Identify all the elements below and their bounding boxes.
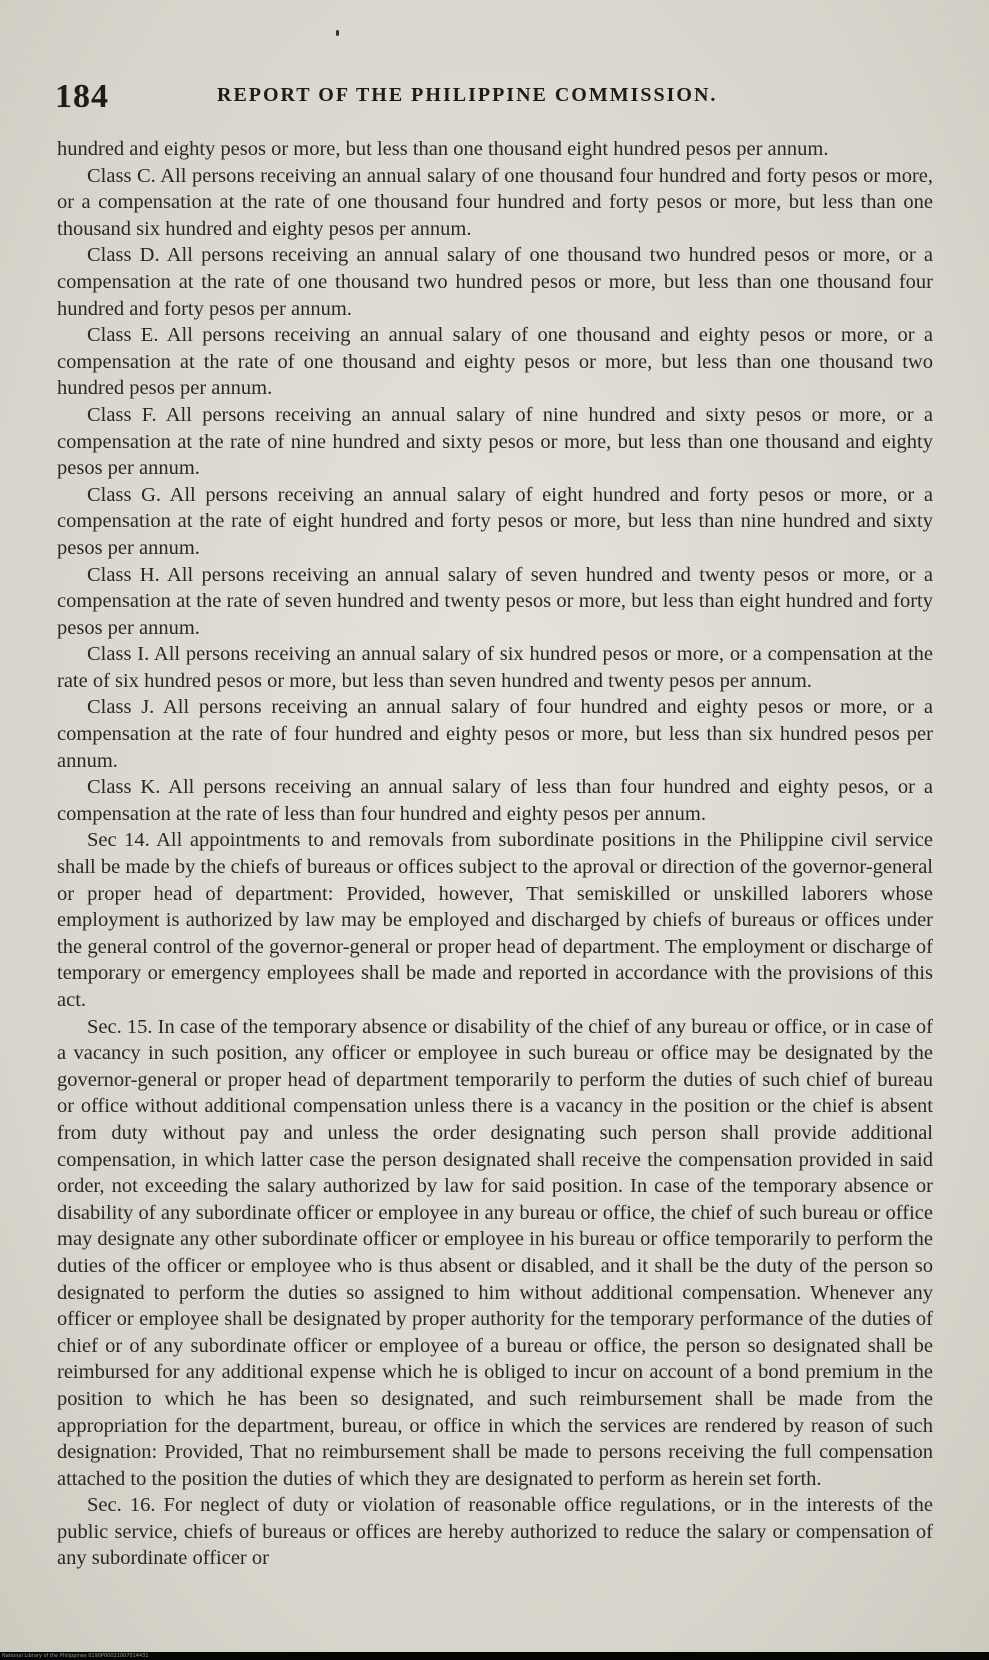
running-head: REPORT OF THE PHILIPPINE COMMISSION. <box>217 84 718 106</box>
page-header <box>55 78 935 118</box>
ink-speck <box>336 30 339 36</box>
page-number: 184 <box>55 78 109 115</box>
paragraph-continuation: hundred and eighty pesos or more, but less than one thousand eight hundred pesos per annum. <box>57 138 829 160</box>
paragraph-class-j: Class J. All persons receiving an annual salary of four hundred and eighty pesos or more, or a compensation at the rate of four hundred and eighty pesos or more, but less than six hundred pesos per annum. <box>57 696 933 772</box>
paragraph-class-c: Class C. All persons receiving an annual salary of one thousand four hundred and forty pesos or more, or a compensation at the rate of one thousand four hundred and forty pesos or more, but less than one thousand six hundred and eighty pesos per annum. <box>57 164 933 240</box>
body-text <box>57 136 933 1572</box>
paragraph-sec-14: Sec 14. All appointments to and removals from subordinate positions in the Philippine civil service shall be made by the chiefs of bureaus or offices subject to the aproval or direction of the governor-general or proper head of department: Provided, however, That semiskilled or unskilled laborers whose employment is authorized by law may be employed and discharged by chiefs of bureaus or offices under the general control of the governor-general or proper head of department. The employment or discharge of temporary or emergency employees shall be made and reported in accordance with the provisions of this act. <box>57 829 933 1011</box>
paragraph-class-i: Class I. All persons receiving an annual salary of six hundred pesos or more, or a compensation at the rate of six hundred pesos or more, but less than seven hundred and twenty pesos per annum. <box>57 643 933 692</box>
paragraph-sec-16: Sec. 16. For neglect of duty or violation of reasonable office regulations, or in the interests of the public service, chiefs of bureaus or offices are hereby authorized to reduce the salary or compensation of any subordinate officer or <box>57 1494 933 1570</box>
paragraph-class-e: Class E. All persons receiving an annual salary of one thousand and eighty pesos or more, or a compensation at the rate of one thousand and eighty pesos or more, but less than one thousand two hundred pesos per annum. <box>57 324 933 400</box>
scan-footer: National Library of the Philippines 0190P00021007014431 <box>2 1653 149 1659</box>
paragraph-class-f: Class F. All persons receiving an annual salary of nine hundred and sixty pesos or more, or a compensation at the rate of nine hundred and sixty pesos or more, but less than one thousand and eighty pesos per annum. <box>57 403 933 480</box>
paragraph-class-k: Class K. All persons receiving an annual salary of less than four hundred and eighty pesos, or a compensation at the rate of less than four hundred and eighty pesos per annum. <box>57 776 933 825</box>
paragraph-class-d: Class D. All persons receiving an annual salary of one thousand two hundred pesos or more, or a compensation at the rate of one thousand two hundred pesos or more, but less than one thousand four hundred and forty pesos per annum. <box>57 244 933 320</box>
paragraph-class-g: Class G. All persons receiving an annual salary of eight hundred and forty pesos or more, or a compensation at the rate of eight hundred and forty pesos or more, but less than nine hundred and sixty pesos per annum. <box>57 483 933 559</box>
paragraph-class-h: Class H. All persons receiving an annual salary of seven hundred and twenty pesos or more, or a compensation at the rate of seven hundred and twenty pesos or more, but less than eight hundred and forty pesos per annum. <box>57 563 933 639</box>
paragraph-sec-15: Sec. 15. In case of the temporary absence or disability of the chief of any bureau or office, or in case of a vacancy in such position, any officer or employee in such bureau or office may be designated by the governor-general or proper head of department temporarily to perform the duties of such chief of bureau or office without additional compensation unless there is a vacancy in the position or the chief is absent from duty without pay and unless the order designating such person shall provide additional compensation, in which latter case the person designated shall receive the compensation provided in said order, not exceeding the salary authorized by law for said position. In case of the temporary absence or disability of any subordinate officer or employee in any bureau or office, the chief of such bureau or office may designate any other subordinate officer or employee in his bureau or office temporarily to perform the duties of the officer or employee who is thus absent or disabled, and it shall be the duty of the person so designated to perform the duties so assigned to him without additional compensation. Whenever any officer or employee shall be designated by proper authority for the temporary performance of the duties of chief or of any subordinate officer or employee of a bureau or office, the person so designated shall be reimbursed for any additional expense which he is obliged to incur on account of a bond premium in the position to which he has been so designated, and such reimbursement shall be made from the appropriation for the department, bureau, or office in which the services are rendered by reason of such designation: Provided, That no reimbursement shall be made to persons receiving the full compensation attached to the position the duties of which they are designated to perform as herein set forth. <box>57 1015 933 1490</box>
